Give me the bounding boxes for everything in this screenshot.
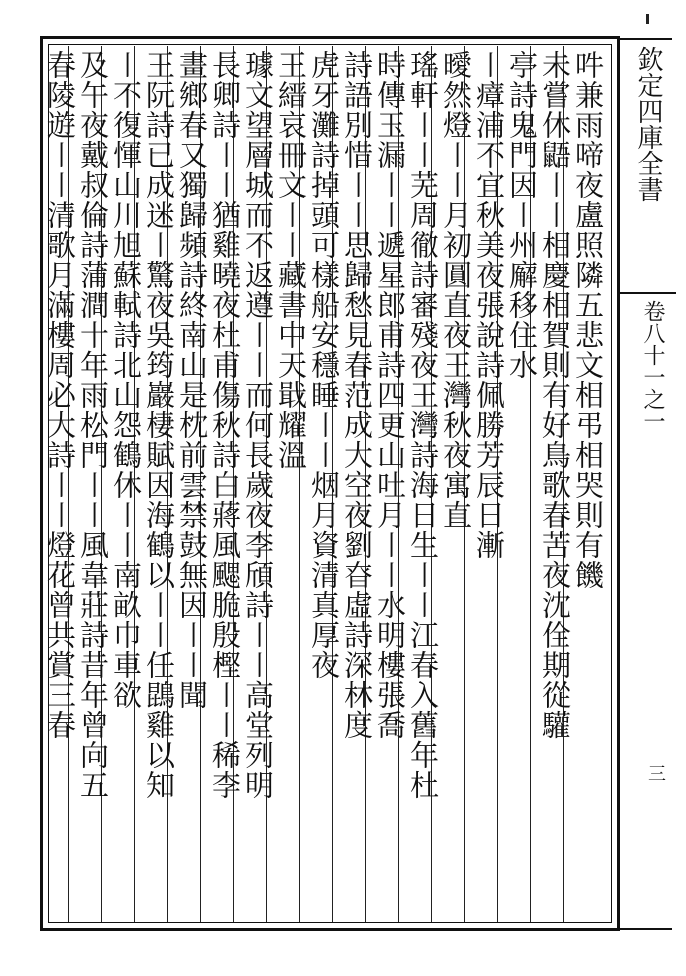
book-title: 欽定四庫全書: [633, 46, 663, 202]
text-column: 畫鄉春又獨歸頻詩終南山是枕前雲禁鼓無因〡〡聞: [175, 50, 209, 710]
text-column: 春陵遊〡〡清歌月滿樓周必大詩〡〡燈花曾共賞三春: [43, 50, 77, 740]
text-column: 吽兼雨啼夜盧照隣五悲文相弔相哭則有饑: [571, 50, 605, 590]
text-column: 及午夜戴叔倫詩蒲澗十年雨松門〡〡風韋莊詩昔年曾向五: [76, 50, 110, 800]
text-column: 〡不復惲山川旭蘇軾詩北山怨鶴休〡〡南畝巾車欲: [109, 50, 143, 710]
text-column: 璩文望層城而不返遵〡〡而何長歲夜李頎詩〡〡高堂列明: [241, 50, 275, 800]
text-column: 長卿詩〡〡猶雞曉夜杜甫傷秋詩白蔣風颸脆殷樫〡〡稀李: [208, 50, 242, 800]
text-column: 〡瘴浦不宜秋美夜張說詩佩勝芳辰日漸: [472, 50, 506, 560]
folio-number: 三: [648, 764, 666, 785]
text-column: 曖然燈〡〡月初圓直夜王灣秋夜寓直: [439, 50, 473, 530]
band-divider: [620, 292, 676, 294]
text-column: 時傳玉漏〡〡遞星郎甫詩四更山吐月〡〡水明樓張喬: [373, 50, 407, 740]
text-column: 未嘗休鼯〡〡相慶相賀則有好鳥歌春苦夜沈佺期從驩: [538, 50, 572, 740]
text-column: 詩語別惜〡〡思歸愁見春范成大空夜劉昚虛詩深林度: [340, 50, 374, 740]
edge-mark: [646, 14, 649, 24]
text-column: 王縉哀冊文〡〡藏書中天戢耀溫: [274, 50, 308, 470]
text-column: 王阮詩已成迷〡驚夜吳筠巖棲賦因海鶴以〡〡任鵾雞以知: [142, 50, 176, 800]
text-column: 亭詩鬼門因〡州廨移住水: [505, 50, 539, 380]
text-column: 瑤軒〡〡芜周徹詩審殘夜王灣詩海日生〡〡江春入舊年杜: [406, 50, 440, 800]
text-column: 虎牙灘詩掉頭可樣船安穩睡〡〡烟月資清真厚夜: [307, 50, 341, 680]
volume-label: 卷八十一之一: [640, 300, 665, 432]
